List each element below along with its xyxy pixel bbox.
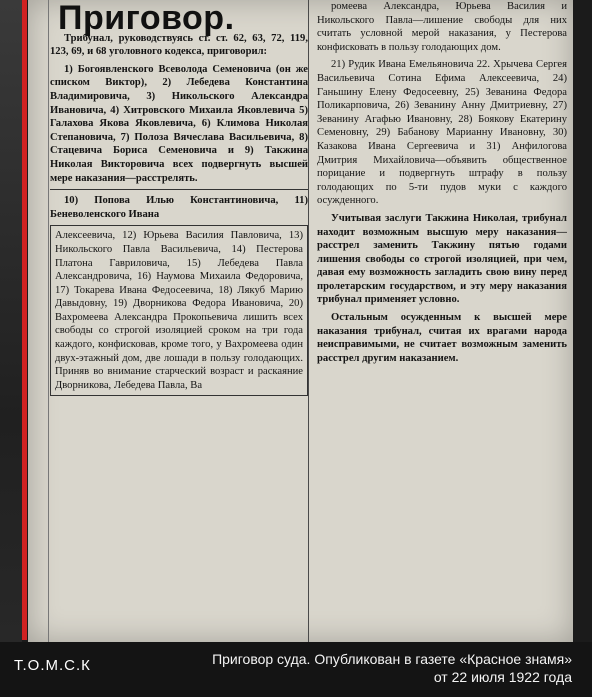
brand-logo: Т.О.М.С.К	[14, 657, 91, 674]
photo-background	[0, 0, 22, 697]
headline: Приговор.	[58, 0, 235, 37]
accent-red-line	[22, 0, 27, 640]
left-column	[50, 0, 308, 642]
caption-line-1: Приговор суда. Опубликован в газете «Красное знамя»	[212, 651, 572, 667]
verdict-reprimand: 21) Рудик Ивана Емельяновича 22. Хрычева Сергея Васильевича Сотина Ефима Алексеевича, 24) Ганьшину Елену Федосеевну, 25) Зеванина Федора Поликарповича, 26) Зеванину Анну Дмитриевну, 27) Зеванину Агафью Ивановну, 28) Боякову Екатерину Семеновну, 29) Бабанову Марианну Ивановну, 30) Казакова Ивана Сергеевича и 31) Анфилогова Дмитрия Михайловича—объявить общественное порицание и подвергнуть штрафу в пользу голодающих по 5-ти пудов муки с каждого осужденного.	[317, 59, 567, 207]
verdict-continuation: 10) Попова Илью Константиновича, 11) Беневоленского Ивана	[50, 195, 308, 220]
verdict-commutation: Учитывая заслуги Такжина Николая, трибунал находит возможным высшую меру наказания—расстрел заменить Такжину пятью годами лишения свободы со строгой изоляцией, при чем, давая ему возможность загладить свою вину перед пролетарским государством, и эту меру наказания трибунал применяет условно.	[317, 212, 567, 306]
verdict-intro: Трибунал, руководствуясь ст. ст. 62, 63, 72, 119, 123, 69, и 68 уголовного кодекса, приговорил:	[50, 32, 308, 58]
image-caption	[212, 650, 572, 686]
right-column	[308, 0, 567, 642]
adjacent-column-edge	[28, 0, 49, 642]
verdict-conditional: ромеева Александра, Юрьева Василия и Никольского Павла—лишение свободы для них считать условной мерой наказания, у Пестерова конфисковать в пользу голодающих дом.	[317, 1, 567, 53]
verdict-imprisonment: Алексеевича, 12) Юрьева Василия Павловича, 13) Никольского Павла Васильевича, 14) Пестерова Платона Гавриловича, 15) Лебедева Павла Александровича, 16) Наумова Михаила Федоровича, 17) Токарева Ивана Федосеевича, 18) Лякуб Марию Давыдовну, 19) Дворникова Федора Ивановича, 20) Вахромеева Александра Прокопьевича лишить всех свободы со строгой изоляцией сроком на три года каждого, конфисковав, кроме того, у Вахромеева один двух-этажный дом, две лошади в пользу голодающих. Приняв во внимание старческий возраст и раскаяние Дворникова, Лебедева Павла, Ва	[50, 225, 308, 396]
caption-line-2: от 22 июля 1922 года	[433, 669, 572, 685]
verdict-conclusion: Остальным осужденным к высшей мере наказания трибунал, считая их врагами народа неисправимыми, не считает возможным заменить расстрел другим наказанием.	[317, 312, 567, 364]
column-rule	[50, 189, 308, 190]
newspaper-clipping	[28, 0, 573, 642]
verdict-death-sentence: 1) Богоявленского Всеволода Семеновича (он же списком Виктор), 2) Лебедева Константина Владимировича, 3) Никольского Александра Ивановича, 4) Хитровского Михаила Яковлевича 5) Галахова Якова Яковлевича, 6) Климова Николая Степановича, 7) Полоза Вячеслава Васильевича, 8) Стацевича Бориса Семеновича и 9) Такжина Николая Викторовича всех подвергнуть высшей мере наказания—расстрелять.	[50, 63, 308, 184]
